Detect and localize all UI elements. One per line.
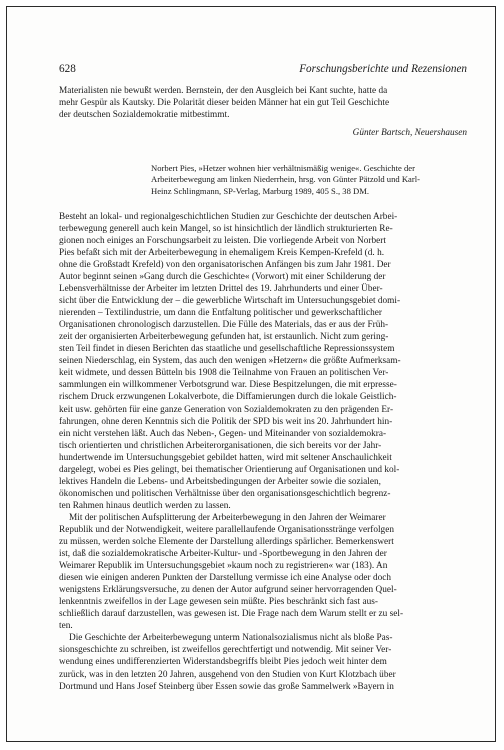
text-line: nierenden – Textilindustrie, um dann die Entfaltung politischer und gewerkschaftlicher — [59, 308, 383, 319]
intro-paragraph — [59, 85, 467, 121]
document-page — [59, 63, 467, 703]
text-line: mehr Gespür als Kautsky. Die Polarität dieser beiden Männer hat ein gut Teil Geschichte — [59, 98, 390, 109]
text-line: rischem Druck erzwungenen Lokalverbote, die Diffamierungen durch die lokale Geistlich- — [59, 392, 397, 403]
bib-line: Heinz Schlingmann, SP-Verlag, Marburg 1989, 405 S., 38 DM. — [151, 185, 370, 196]
text-line: ohne die Großstadt Krefeld) von den organisatorischen Anfängen bis zum Jahr 1981. Der — [59, 259, 391, 270]
text-line: wendung eines undifferenzierten Widerstandsbegriffs bleibt Pies jedoch weit hinter dem — [59, 657, 387, 668]
text-line: seinen Niederschlag, ein System, das auch den wenigen »Hetzern« die größte Aufmerksam- — [59, 356, 401, 367]
reviewer-signature: Günter Bartsch, Neuershausen — [352, 128, 467, 139]
page-number: 628 — [59, 63, 76, 75]
text-line: keit widmete, und dessen Bütteln bis 1908 die Teilnahme von Frauen an politischen Ver- — [59, 368, 389, 379]
text-line: fahrungen, ohne deren Kenntnis sich die Politik der SPD bis weit ins 20. Jahrhundert hin- — [59, 416, 393, 427]
body-paragraph-3 — [59, 632, 467, 692]
text-line: der deutschen Sozialdemokratie mitbestimmt. — [59, 110, 230, 121]
text-line: tisch orientierten und christlichen Arbeiterorganisationen, die sich bereits vor der Jahr- — [59, 440, 382, 451]
text-line: zeit der organisierten Arbeiterbewegung gefunden hat, ist erstaunlich. Nicht zum gering- — [59, 332, 389, 343]
text-line: dargelegt, wobei es Pies gelingt, bei thematischer Orientierung auf Organisationen und kol- — [59, 464, 400, 475]
text-line: zurück, was in den letzten 20 Jahren, ausgehend von den Studien von Kurt Klotzbach über — [59, 669, 396, 680]
text-line: sammlungen ein willkommener Verbotsgrund war. Diese Bespitzelungen, die mit erpresse- — [59, 380, 397, 391]
text-line: lenkenntnis zweifellos in der Lage gewesen sein müßte. Pies beschränkt sich fast aus- — [59, 597, 378, 608]
text-line: Mit der politischen Aufsplitterung der Arbeiterbewegung in den Jahren der Weimarer — [69, 512, 386, 523]
text-line: Weimarer Republik im Untersuchungsgebiet »kaum noch zu registrieren« war (183). An — [59, 561, 388, 572]
text-line: wenigstens Erklärungsversuche, zu denen der Autor aufgrund seiner hervorragenden Quel- — [59, 585, 397, 596]
body-paragraph-1 — [59, 211, 467, 512]
running-header — [59, 63, 467, 85]
text-line: Die Geschichte der Arbeiterbewegung unterm Nationalsozialismus nicht als bloße Pas- — [69, 633, 393, 644]
text-line: ein nicht verstehen läßt. Auch das Neben-, Gegen- und Miteinander von sozialdemokra- — [59, 428, 387, 439]
spacer — [59, 197, 467, 211]
text-line: terbewegung generell auch kein Mangel, so ist hinsichtlich der ländlich strukturierten Re- — [59, 223, 393, 234]
text-line: diesen wie einigen anderen Punkten der Darstellung vermisse ich eine Analyse oder doch — [59, 573, 392, 584]
text-line: ten Rahmen hinaus deutlich werden zu lassen. — [59, 500, 231, 511]
text-line: Lebensverhältnisse der Arbeiter im letzten Drittel des 19. Jahrhunderts und einer Über- — [59, 284, 383, 295]
text-line: ten. — [59, 621, 73, 632]
text-line: Pies befaßt sich mit der Arbeiterbewegung in ehemaligem Kreis Kempen-Krefeld (d. h. — [59, 247, 385, 258]
text-line: Dortmund und Hans Josef Steinberg über Essen sowie das große Sammelwerk »Bayern in — [59, 681, 394, 692]
text-line: schließlich darauf darzustellen, was gewesen ist. Die Frage nach dem Warum stellt er zu sel- — [59, 609, 404, 620]
bib-line: Norbert Pies, »Hetzer wohnen hier verhältnismäßig wenige«. Geschichte der — [151, 163, 415, 174]
text-line: Organisationen chronologisch darzustellen. Die Fülle des Materials, das er aus der Früh- — [59, 320, 389, 331]
body-paragraph-2 — [59, 512, 467, 632]
text-line: zu müssen, werden solche Elemente der Darstellung allerdings spärlicher. Bemerkenswert — [59, 537, 394, 548]
text-line: Autor beginnt seinen »Gang durch die Geschichte« (Vorwort) mit einer Schilderung der — [59, 271, 386, 282]
bibliographic-entry — [151, 163, 467, 197]
text-line: keit usw. gehörten für eine ganze Generation von Sozialdemokraten zu den prägenden Er- — [59, 404, 394, 415]
text-line: sicht über die Entwicklung der – die gewerbliche Wirtschaft im Untersuchungsgebiet domi- — [59, 296, 401, 307]
text-line: Republik und der Notwendigkeit, weitere parallellaufende Organisationsstränge verfolgen — [59, 524, 394, 535]
text-line: Materialisten nie bewußt werden. Bernstein, der den Ausgleich bei Kant suchte, hatte da — [59, 86, 388, 96]
section-title: Forschungsberichte und Rezensionen — [299, 63, 467, 75]
text-line: Besteht an lokal- und regionalgeschichtlichen Studien zur Geschichte der deutschen Arbei- — [59, 211, 398, 222]
text-line: sionsgeschichte zu schreiben, ist zweifellos gerechtfertigt und notwendig. Mit seiner Ver- — [59, 645, 392, 656]
text-line: sten Teil findet in diesen Berichten das staatliche und gesellschaftliche Repressionssystem — [59, 344, 395, 355]
bib-line: Arbeiterbewegung am linken Niederrhein, hrsg. von Günter Pätzold und Karl- — [151, 174, 420, 185]
text-line: lektives Handeln die Lebens- und Arbeitsbedingungen der Arbeiter sowie die sozialen, — [59, 476, 381, 487]
text-line: ökonomischen und politischen Verhältnisse über den organisationsgeschichtlich begrenz- — [59, 488, 391, 499]
text-line: hundertwende im Untersuchungsgebiet gebildet hatten, wird mit seltener Anschaulichkeit — [59, 452, 392, 463]
page-frame — [6, 6, 496, 742]
text-line: ist, daß die sozialdemokratische Arbeiter-Kultur- und -Sportbewegung in den Jahren der — [59, 549, 387, 560]
text-line: gionen noch einiges an Forschungsarbeit zu leisten. Die vorliegende Arbeit von Norbert — [59, 235, 386, 246]
